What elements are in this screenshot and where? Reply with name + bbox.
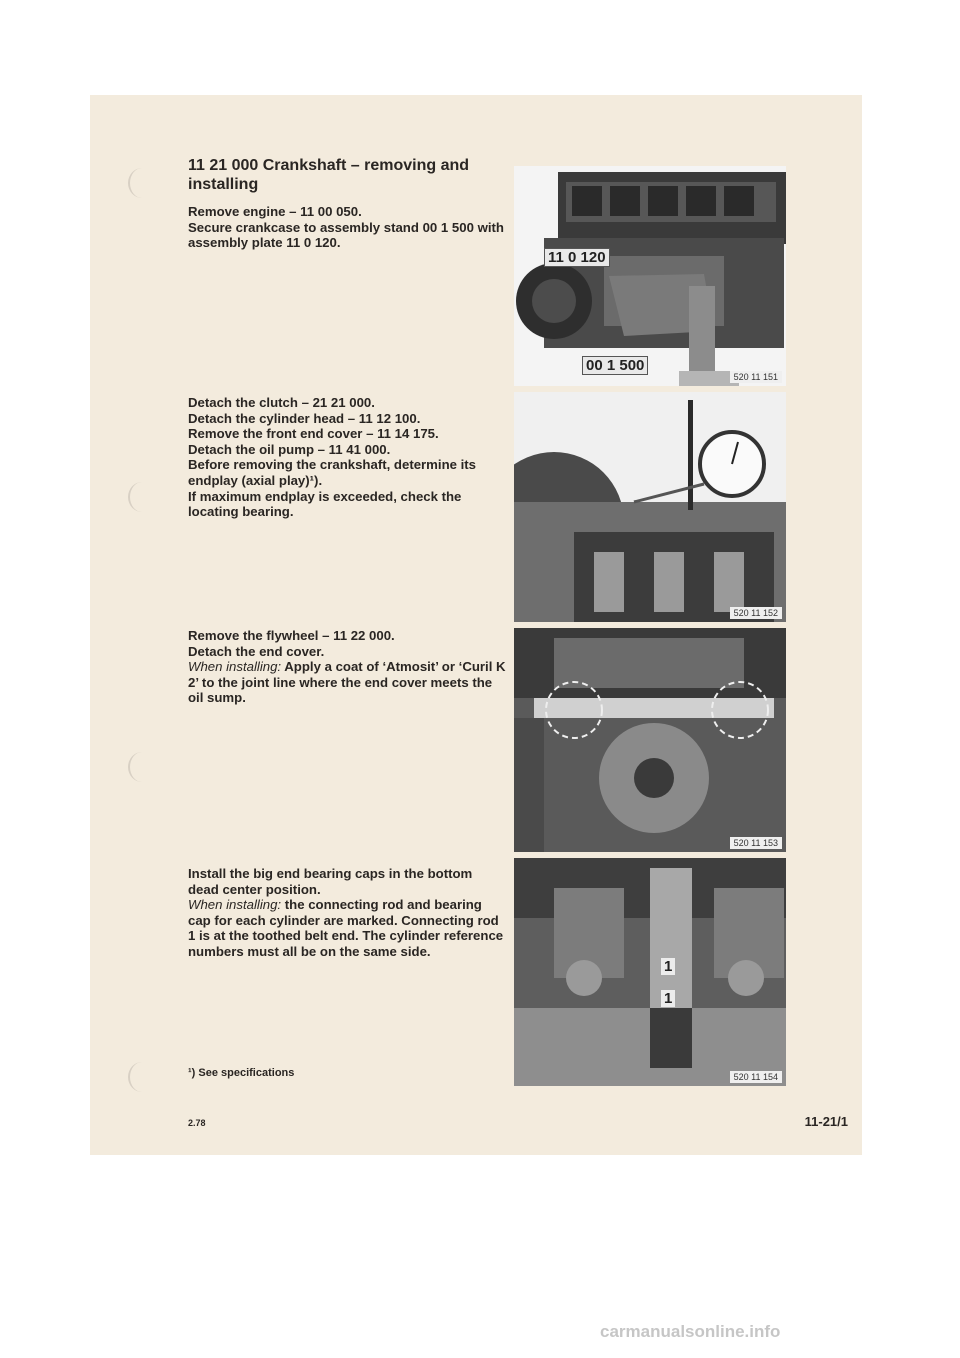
install-text: the connecting rod and bearing cap for each cylinder are marked. Connecting rod 1 is at the toothed belt end. The cylinder reference numbers must all be on the same side. xyxy=(188,897,504,959)
install-note xyxy=(188,897,506,959)
step-line: Install the big end bearing caps in the bottom dead center position. xyxy=(188,866,473,897)
watermark: carmanualsonline.info xyxy=(600,1322,781,1341)
cylinder-mark: 1 xyxy=(661,958,675,975)
section-intro xyxy=(188,156,506,251)
callout-label: 11 0 120 xyxy=(544,248,610,267)
binder-hole xyxy=(128,1062,156,1092)
cylinder-mark: 1 xyxy=(661,990,675,1007)
figure-number: 520 11 151 xyxy=(730,371,782,383)
section-heading: 11 21 000 Crankshaft – removing and installing xyxy=(188,157,470,193)
figure-engine-on-stand xyxy=(514,166,786,386)
figure-bearing-caps xyxy=(514,858,786,1086)
step-flywheel xyxy=(188,628,506,706)
figure-end-cover xyxy=(514,628,786,852)
binder-hole xyxy=(128,482,156,512)
step-line: Remove the flywheel – 11 22 000. xyxy=(188,628,395,643)
install-text: Apply a coat of ‘Atmosit’ or ‘Curil K 2’ to the joint line where the end cover meets the oil sump. xyxy=(188,659,506,706)
print-date: 2.78 xyxy=(188,1118,206,1128)
install-note xyxy=(188,659,506,706)
step-endplay xyxy=(188,395,506,520)
figure-number: 520 11 153 xyxy=(730,837,782,849)
intro-line: Secure crankcase to assembly stand 00 1 500 with assembly plate 11 0 120. xyxy=(188,219,504,251)
figure-number: 520 11 152 xyxy=(730,607,782,619)
footnote: ¹) See specifications xyxy=(188,1067,295,1079)
binder-hole xyxy=(128,752,156,782)
step-line: Before removing the crankshaft, determine its endplay (axial play)¹). xyxy=(188,457,477,488)
step-line: Detach the clutch – 21 21 000. xyxy=(188,395,375,410)
page-number: 11-21/1 xyxy=(804,1114,848,1129)
install-prefix: When installing: xyxy=(188,897,282,913)
step-bearing-caps xyxy=(188,866,506,960)
step-line: Detach the oil pump – 11 41 000. xyxy=(188,441,391,457)
install-prefix: When installing: xyxy=(188,659,282,675)
step-line: Remove the front end cover – 11 14 175. xyxy=(188,426,439,442)
step-line: Detach the end cover. xyxy=(188,643,325,659)
step-line: Detach the cylinder head – 11 12 100. xyxy=(188,410,421,426)
figure-number: 520 11 154 xyxy=(730,1071,782,1083)
intro-line: Remove engine – 11 00 050. xyxy=(188,204,362,219)
figure-dial-gauge xyxy=(514,392,786,622)
callout-label: 00 1 500 xyxy=(582,356,648,375)
step-line: If maximum endplay is exceeded, check the locating bearing. xyxy=(188,488,462,520)
binder-hole xyxy=(128,168,156,198)
